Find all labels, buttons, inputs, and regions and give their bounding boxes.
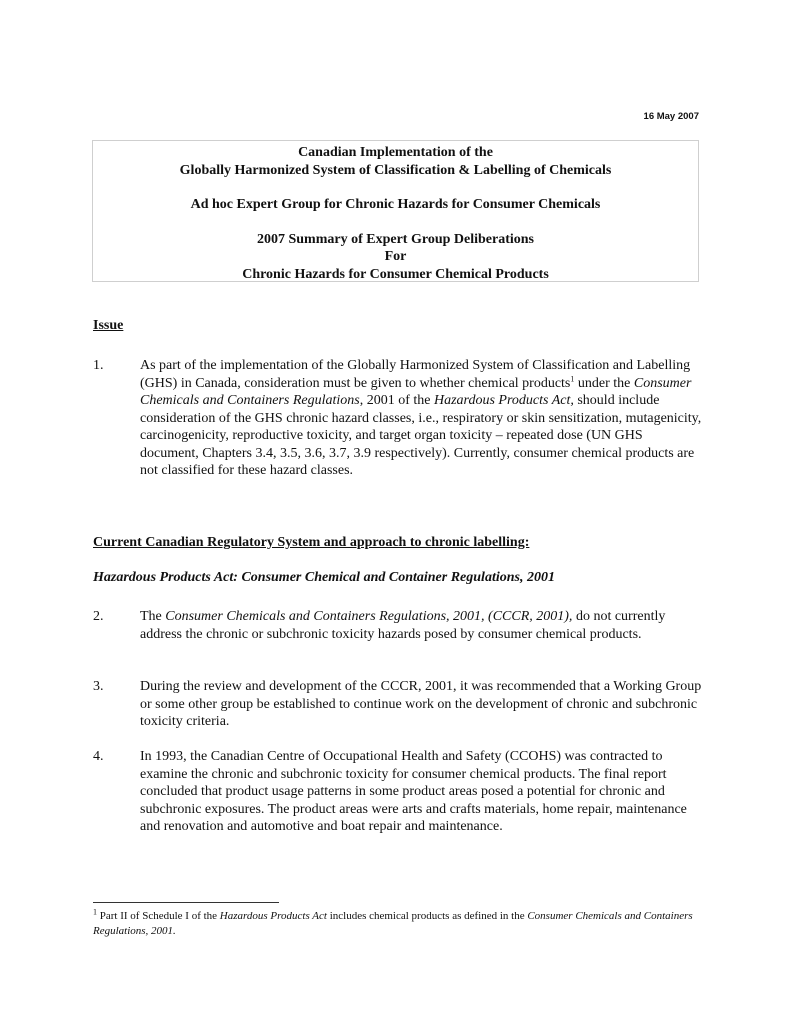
paragraph-4 — [93, 748, 703, 836]
paragraph-number: 1. — [93, 358, 104, 373]
paragraph-text: During the review and development of the CCCR, 2001, it was recommended that a Working Group or some other group be established to continue work on the development of chronic and subchronic toxicity criteria. — [140, 679, 702, 729]
title-line-1: Canadian Implementation of the — [298, 145, 493, 160]
title-box — [92, 140, 699, 282]
title-line-3: Ad hoc Expert Group for Chronic Hazards for Consumer Chemicals — [190, 197, 601, 212]
title-line-5: For — [384, 249, 407, 264]
title-line-2: Globally Harmonized System of Classification & Labelling of Chemicals — [179, 162, 612, 178]
paragraph-text: As part of the implementation of the Globally Harmonized System of Classification and Labelling (GHS) in Canada, consideration must be given to whether chemical products$^1$ under the Consumer Chemicals and Containers Regulations, 2001 of the Hazardous Products Act, should include consideration of the GHS chronic hazard classes, i.e., respiratory or skin sensitization, mutagenicity, carcinogenicity, reproductive toxicity, and target organ toxicity – repeated dose (UN GHS document, Chapters 3.4, 3.5, 3.6, 3.7, 3.9 respectively). Currently, consumer chemical products are not classified for these hazard classes. — [140, 358, 702, 478]
document-date: 16 May 2007 — [643, 111, 699, 122]
issue-heading: Issue — [93, 318, 124, 333]
paragraph-3 — [93, 678, 703, 731]
paragraph-2 — [93, 608, 703, 643]
paragraph-1 — [93, 357, 703, 480]
footnote: $^1$ Part II of Schedule I of the Hazardous Products Act includes chemical products as defined in the Consumer Chemicals and Containers Regulations, 2001. — [93, 907, 693, 937]
paragraph-number: 4. — [93, 749, 104, 764]
paragraph-number: 2. — [93, 609, 104, 624]
paragraph-text: The Consumer Chemicals and Containers Regulations, 2001, (CCCR, 2001), do not currently address the chronic or subchronic toxicity hazards posed by consumer chemical products. — [140, 609, 666, 642]
paragraph-text: In 1993, the Canadian Centre of Occupational Health and Safety (CCOHS) was contracted to examine the chronic and subchronic toxicity for consumer chemical products. The final report concluded that product usage patterns in some product areas posed a potential for chronic and subchronic exposures. The product areas were arts and crafts materials, home repair, maintenance and renovation and automotive and boat repair and maintenance. — [140, 749, 687, 834]
footnote-ref[interactable]: 1 — [570, 373, 575, 383]
title-line-4: 2007 Summary of Expert Group Deliberations — [256, 231, 534, 247]
hpa-subheading: Hazardous Products Act: Consumer Chemical and Container Regulations, 2001 — [93, 570, 555, 585]
title-line-6: Chronic Hazards for Consumer Chemical Products — [242, 266, 549, 282]
footnote-divider — [93, 902, 279, 903]
paragraph-number: 3. — [93, 679, 104, 694]
current-system-heading: Current Canadian Regulatory System and approach to chronic labelling: — [93, 535, 530, 550]
